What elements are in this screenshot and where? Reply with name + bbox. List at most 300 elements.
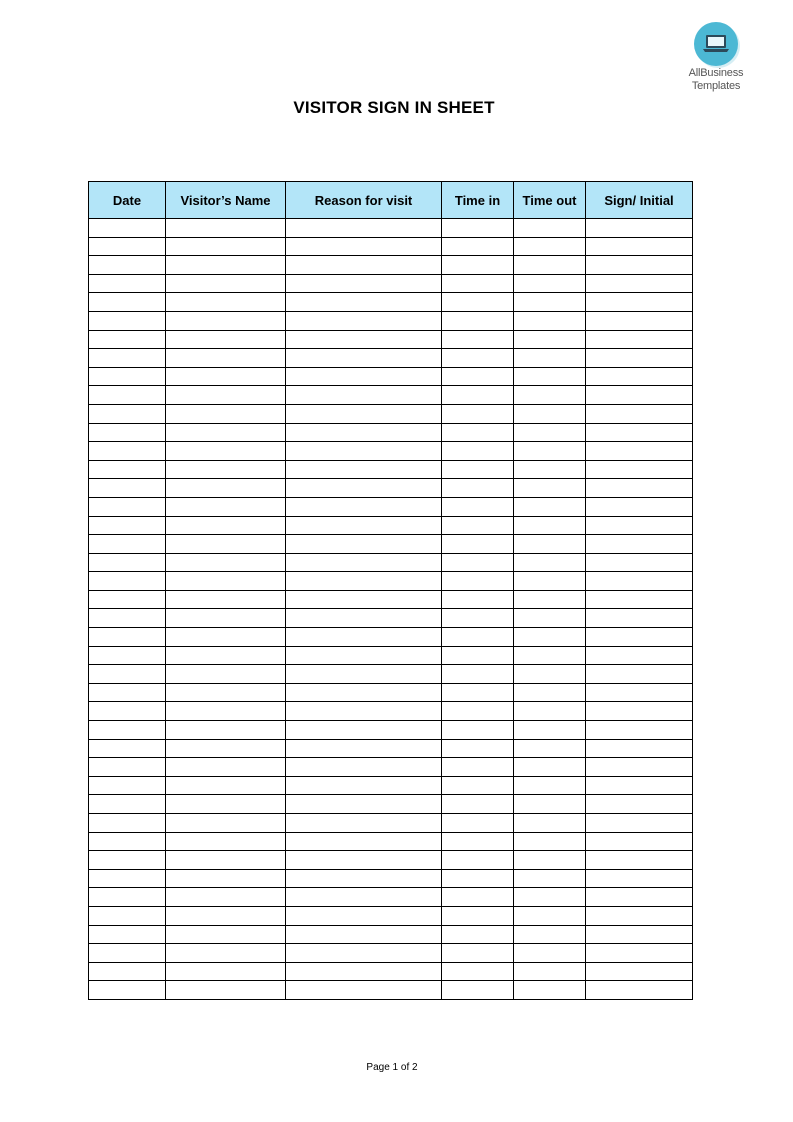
reason-cell [286, 386, 442, 405]
sign-initial-cell [586, 962, 693, 981]
sign-initial-cell [586, 683, 693, 702]
table-row [89, 349, 693, 368]
table-row [89, 851, 693, 870]
date-cell [89, 293, 166, 312]
reason-cell [286, 981, 442, 1000]
date-cell [89, 479, 166, 498]
time-out-cell [514, 423, 586, 442]
date-cell [89, 758, 166, 777]
time-out-cell [514, 665, 586, 684]
page-number: Page 1 of 2 [366, 1062, 418, 1073]
sign-initial-cell [586, 330, 693, 349]
time-in-cell [442, 330, 514, 349]
visitor-name-cell [166, 665, 286, 684]
reason-cell [286, 404, 442, 423]
time-out-cell [514, 256, 586, 275]
reason-cell [286, 349, 442, 368]
date-cell [89, 423, 166, 442]
time-out-cell [514, 609, 586, 628]
sign-initial-cell [586, 869, 693, 888]
time-out-cell [514, 758, 586, 777]
date-cell [89, 739, 166, 758]
time-in-cell [442, 869, 514, 888]
visitor-name-cell [166, 311, 286, 330]
time-in-cell [442, 349, 514, 368]
reason-cell [286, 572, 442, 591]
time-out-cell [514, 386, 586, 405]
column-header-sign-initial: Sign/ Initial [586, 182, 693, 219]
time-in-cell [442, 776, 514, 795]
time-in-cell [442, 851, 514, 870]
visitor-name-cell [166, 274, 286, 293]
time-in-cell [442, 832, 514, 851]
date-cell [89, 944, 166, 963]
table-row [89, 423, 693, 442]
time-in-cell [442, 237, 514, 256]
sign-initial-cell [586, 404, 693, 423]
sign-initial-cell [586, 646, 693, 665]
date-cell [89, 869, 166, 888]
reason-cell [286, 869, 442, 888]
table-row [89, 460, 693, 479]
time-in-cell [442, 795, 514, 814]
sign-initial-cell [586, 739, 693, 758]
reason-cell [286, 553, 442, 572]
sign-initial-cell [586, 497, 693, 516]
date-cell [89, 404, 166, 423]
date-cell [89, 721, 166, 740]
sign-initial-cell [586, 423, 693, 442]
visitor-name-cell [166, 535, 286, 554]
time-in-cell [442, 256, 514, 275]
table-row [89, 590, 693, 609]
reason-cell [286, 814, 442, 833]
reason-cell [286, 702, 442, 721]
table-row [89, 386, 693, 405]
logo-text-line1: AllBusiness [688, 67, 744, 79]
table-row [89, 330, 693, 349]
sign-initial-cell [586, 311, 693, 330]
table-row [89, 609, 693, 628]
sign-initial-cell [586, 906, 693, 925]
date-cell [89, 906, 166, 925]
date-cell [89, 256, 166, 275]
visitor-name-cell [166, 256, 286, 275]
reason-cell [286, 479, 442, 498]
table-row [89, 442, 693, 461]
visitor-name-cell [166, 479, 286, 498]
sign-initial-cell [586, 609, 693, 628]
time-out-cell [514, 888, 586, 907]
time-in-cell [442, 386, 514, 405]
visitor-name-cell [166, 795, 286, 814]
sign-initial-cell [586, 256, 693, 275]
time-in-cell [442, 628, 514, 647]
time-in-cell [442, 442, 514, 461]
sign-initial-cell [586, 665, 693, 684]
table-row [89, 293, 693, 312]
table-row [89, 535, 693, 554]
visitor-name-cell [166, 349, 286, 368]
reason-cell [286, 367, 442, 386]
time-in-cell [442, 683, 514, 702]
sign-initial-cell [586, 274, 693, 293]
reason-cell [286, 925, 442, 944]
reason-cell [286, 609, 442, 628]
sign-initial-cell [586, 832, 693, 851]
visitor-name-cell [166, 423, 286, 442]
visitor-name-cell [166, 460, 286, 479]
visitor-name-cell [166, 944, 286, 963]
date-cell [89, 776, 166, 795]
reason-cell [286, 311, 442, 330]
date-cell [89, 981, 166, 1000]
time-in-cell [442, 906, 514, 925]
time-out-cell [514, 646, 586, 665]
date-cell [89, 274, 166, 293]
time-out-cell [514, 367, 586, 386]
table-row [89, 479, 693, 498]
column-header-visitor-name: Visitor’s Name [166, 182, 286, 219]
sign-initial-cell [586, 981, 693, 1000]
sign-initial-cell [586, 553, 693, 572]
time-in-cell [442, 553, 514, 572]
time-in-cell [442, 572, 514, 591]
sign-initial-cell [586, 758, 693, 777]
sign-initial-cell [586, 479, 693, 498]
reason-cell [286, 516, 442, 535]
time-out-cell [514, 925, 586, 944]
column-header-date: Date [89, 182, 166, 219]
sign-initial-cell [586, 888, 693, 907]
visitor-name-cell [166, 683, 286, 702]
visitor-name-cell [166, 739, 286, 758]
visitor-name-cell [166, 386, 286, 405]
reason-cell [286, 888, 442, 907]
visitor-name-cell [166, 702, 286, 721]
time-out-cell [514, 274, 586, 293]
logo-text-line2: Templates [691, 80, 741, 92]
table-row [89, 237, 693, 256]
time-in-cell [442, 535, 514, 554]
date-cell [89, 349, 166, 368]
time-out-cell [514, 628, 586, 647]
time-in-cell [442, 665, 514, 684]
reason-cell [286, 274, 442, 293]
table-row [89, 944, 693, 963]
reason-cell [286, 962, 442, 981]
time-out-cell [514, 349, 586, 368]
column-header-time-in: Time in [442, 182, 514, 219]
reason-cell [286, 906, 442, 925]
visitor-name-cell [166, 553, 286, 572]
laptop-icon [694, 22, 738, 66]
table-body [89, 219, 693, 1000]
sign-initial-cell [586, 721, 693, 740]
time-in-cell [442, 702, 514, 721]
time-out-cell [514, 442, 586, 461]
table-row [89, 646, 693, 665]
visitor-name-cell [166, 832, 286, 851]
date-cell [89, 646, 166, 665]
date-cell [89, 442, 166, 461]
sign-initial-cell [586, 516, 693, 535]
date-cell [89, 814, 166, 833]
sign-initial-cell [586, 814, 693, 833]
table-row [89, 814, 693, 833]
sign-initial-cell [586, 628, 693, 647]
time-out-cell [514, 832, 586, 851]
time-in-cell [442, 758, 514, 777]
table-row [89, 739, 693, 758]
date-cell [89, 851, 166, 870]
sign-initial-cell [586, 219, 693, 238]
time-in-cell [442, 274, 514, 293]
reason-cell [286, 590, 442, 609]
time-out-cell [514, 851, 586, 870]
date-cell [89, 535, 166, 554]
date-cell [89, 628, 166, 647]
reason-cell [286, 795, 442, 814]
table-row [89, 497, 693, 516]
table-row [89, 572, 693, 591]
time-in-cell [442, 293, 514, 312]
time-in-cell [442, 721, 514, 740]
time-out-cell [514, 535, 586, 554]
time-in-cell [442, 423, 514, 442]
visitor-name-cell [166, 776, 286, 795]
visitor-name-cell [166, 404, 286, 423]
table-row [89, 665, 693, 684]
reason-cell [286, 646, 442, 665]
sign-initial-cell [586, 442, 693, 461]
time-in-cell [442, 497, 514, 516]
reason-cell [286, 628, 442, 647]
time-out-cell [514, 404, 586, 423]
table-row [89, 628, 693, 647]
time-in-cell [442, 981, 514, 1000]
reason-cell [286, 739, 442, 758]
table-row [89, 683, 693, 702]
time-in-cell [442, 962, 514, 981]
time-out-cell [514, 981, 586, 1000]
date-cell [89, 553, 166, 572]
column-header-time-out: Time out [514, 182, 586, 219]
reason-cell [286, 219, 442, 238]
table-row [89, 869, 693, 888]
visitor-name-cell [166, 758, 286, 777]
visitor-name-cell [166, 851, 286, 870]
visitor-name-cell [166, 814, 286, 833]
visitor-name-cell [166, 962, 286, 981]
table-row [89, 553, 693, 572]
sign-initial-cell [586, 349, 693, 368]
visitor-name-cell [166, 609, 286, 628]
time-in-cell [442, 814, 514, 833]
time-out-cell [514, 497, 586, 516]
sign-initial-cell [586, 795, 693, 814]
sign-initial-cell [586, 367, 693, 386]
visitor-name-cell [166, 925, 286, 944]
visitor-name-cell [166, 330, 286, 349]
visitor-name-cell [166, 646, 286, 665]
reason-cell [286, 293, 442, 312]
table-row [89, 219, 693, 238]
time-out-cell [514, 906, 586, 925]
sign-initial-cell [586, 386, 693, 405]
sign-initial-cell [586, 702, 693, 721]
time-out-cell [514, 814, 586, 833]
table-row [89, 888, 693, 907]
visitor-name-cell [166, 219, 286, 238]
sign-initial-cell [586, 535, 693, 554]
date-cell [89, 665, 166, 684]
date-cell [89, 609, 166, 628]
reason-cell [286, 832, 442, 851]
reason-cell [286, 460, 442, 479]
reason-cell [286, 721, 442, 740]
date-cell [89, 330, 166, 349]
time-out-cell [514, 869, 586, 888]
table-row [89, 832, 693, 851]
table-row [89, 925, 693, 944]
time-out-cell [514, 237, 586, 256]
time-out-cell [514, 739, 586, 758]
sign-initial-cell [586, 572, 693, 591]
sign-initial-cell [586, 293, 693, 312]
visitor-name-cell [166, 981, 286, 1000]
page-title: VISITOR SIGN IN SHEET [293, 98, 495, 117]
reason-cell [286, 944, 442, 963]
time-out-cell [514, 721, 586, 740]
sign-initial-cell [586, 460, 693, 479]
date-cell [89, 311, 166, 330]
reason-cell [286, 535, 442, 554]
visitor-name-cell [166, 516, 286, 535]
visitor-name-cell [166, 572, 286, 591]
time-out-cell [514, 683, 586, 702]
time-out-cell [514, 944, 586, 963]
time-in-cell [442, 367, 514, 386]
date-cell [89, 925, 166, 944]
sign-initial-cell [586, 776, 693, 795]
table-row [89, 962, 693, 981]
table-row [89, 702, 693, 721]
table-row [89, 404, 693, 423]
time-in-cell [442, 646, 514, 665]
date-cell [89, 386, 166, 405]
visitor-name-cell [166, 497, 286, 516]
time-out-cell [514, 330, 586, 349]
time-in-cell [442, 311, 514, 330]
column-header-reason-for-visit: Reason for visit [286, 182, 442, 219]
visitor-name-cell [166, 721, 286, 740]
date-cell [89, 367, 166, 386]
visitor-name-cell [166, 869, 286, 888]
time-out-cell [514, 516, 586, 535]
time-in-cell [442, 944, 514, 963]
table-row [89, 776, 693, 795]
date-cell [89, 237, 166, 256]
time-in-cell [442, 925, 514, 944]
sign-initial-cell [586, 925, 693, 944]
time-out-cell [514, 293, 586, 312]
time-in-cell [442, 404, 514, 423]
date-cell [89, 516, 166, 535]
time-in-cell [442, 516, 514, 535]
time-in-cell [442, 609, 514, 628]
time-in-cell [442, 888, 514, 907]
date-cell [89, 590, 166, 609]
visitor-sign-in-table [88, 181, 693, 1000]
time-in-cell [442, 739, 514, 758]
visitor-name-cell [166, 906, 286, 925]
time-out-cell [514, 572, 586, 591]
table-header-row [89, 182, 693, 219]
time-in-cell [442, 479, 514, 498]
reason-cell [286, 256, 442, 275]
reason-cell [286, 237, 442, 256]
visitor-name-cell [166, 888, 286, 907]
sign-initial-cell [586, 590, 693, 609]
date-cell [89, 572, 166, 591]
visitor-name-cell [166, 628, 286, 647]
time-out-cell [514, 479, 586, 498]
visitor-name-cell [166, 590, 286, 609]
sign-initial-cell [586, 944, 693, 963]
time-out-cell [514, 311, 586, 330]
date-cell [89, 832, 166, 851]
visitor-name-cell [166, 442, 286, 461]
reason-cell [286, 423, 442, 442]
time-out-cell [514, 702, 586, 721]
reason-cell [286, 497, 442, 516]
reason-cell [286, 683, 442, 702]
visitor-name-cell [166, 367, 286, 386]
visitor-name-cell [166, 237, 286, 256]
sign-initial-cell [586, 237, 693, 256]
date-cell [89, 888, 166, 907]
date-cell [89, 497, 166, 516]
table-row [89, 721, 693, 740]
time-out-cell [514, 460, 586, 479]
time-out-cell [514, 590, 586, 609]
time-out-cell [514, 553, 586, 572]
date-cell [89, 460, 166, 479]
table-row [89, 981, 693, 1000]
date-cell [89, 702, 166, 721]
table-row [89, 516, 693, 535]
time-out-cell [514, 219, 586, 238]
time-out-cell [514, 795, 586, 814]
table-row [89, 311, 693, 330]
time-out-cell [514, 776, 586, 795]
reason-cell [286, 665, 442, 684]
table-row [89, 795, 693, 814]
visitor-name-cell [166, 293, 286, 312]
time-out-cell [514, 962, 586, 981]
time-in-cell [442, 219, 514, 238]
time-in-cell [442, 460, 514, 479]
company-logo [680, 22, 752, 92]
date-cell [89, 962, 166, 981]
time-in-cell [442, 590, 514, 609]
reason-cell [286, 442, 442, 461]
table-row [89, 274, 693, 293]
table-row [89, 367, 693, 386]
date-cell [89, 795, 166, 814]
table-row [89, 758, 693, 777]
